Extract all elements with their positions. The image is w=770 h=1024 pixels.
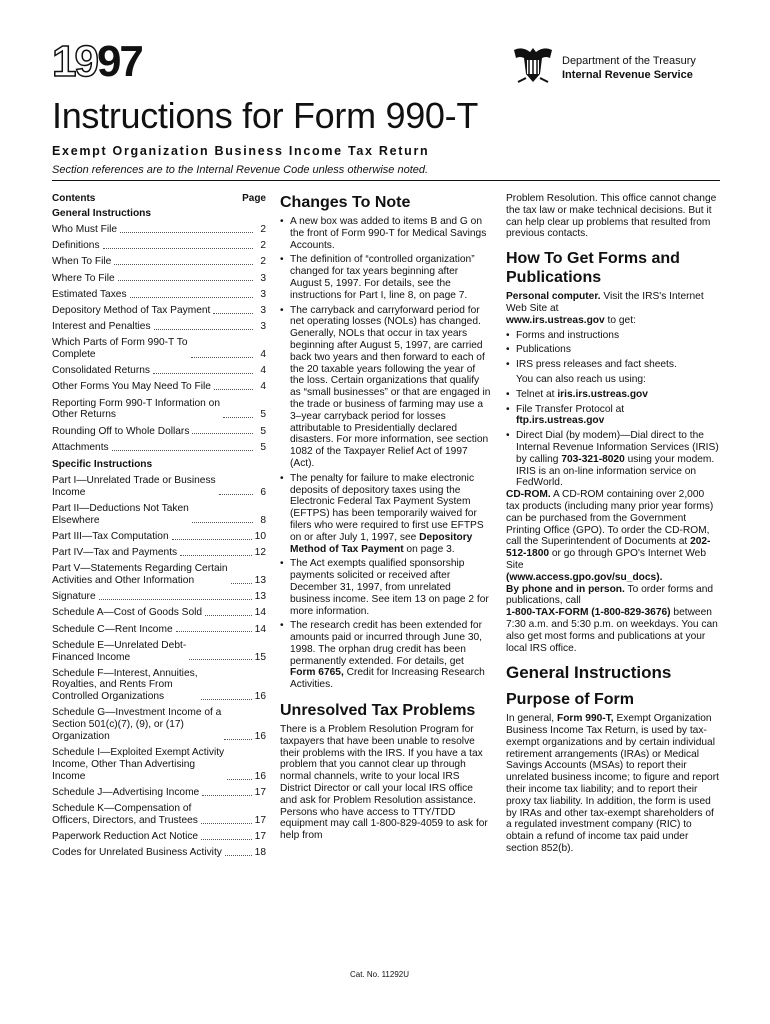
toc-entry-page: 13 xyxy=(254,591,266,603)
toc-entry-page: 5 xyxy=(260,441,266,453)
column-changes xyxy=(280,193,492,842)
list-item: • Publications xyxy=(506,344,720,356)
list-item: • The definition of “controlled organization” changed for tax years beginning after August 5, 1997. For details, see the instructions for Part I, line 8, on page 7. xyxy=(280,254,492,301)
toc-entry xyxy=(52,624,266,636)
toc-leader-dots xyxy=(219,493,253,495)
forms-heading: How To Get Forms and Publications xyxy=(506,250,680,287)
toc-entry-label: Codes for Unrelated Business Activity xyxy=(52,847,222,859)
toc-entry-label: Paperwork Reduction Act Notice xyxy=(52,831,199,843)
list-item: • The research credit has been extended for amounts paid or incurred through June 30, 1998. The orphan drug credit has been permanently extended. For details, get Form 6765, Credit for Increasing Research Activities. xyxy=(280,620,492,691)
toc-leader-dots xyxy=(103,247,253,249)
toc-entry-page: 16 xyxy=(254,770,266,782)
toc-section-general: General Instructions xyxy=(52,207,152,219)
toc-leader-dots xyxy=(153,372,253,374)
toc-entry xyxy=(52,591,266,603)
header-divider xyxy=(52,180,720,181)
list-item: • IRS press releases and fact sheets. xyxy=(506,359,720,371)
table-of-contents xyxy=(52,193,266,859)
general-instructions-heading: General Instructions xyxy=(506,663,672,683)
irs-eagle-logo xyxy=(510,44,556,91)
toc-leader-dots xyxy=(224,738,251,740)
toc-entry-page: 14 xyxy=(254,607,266,619)
toc-entry-label: Schedule E—Unrelated Debt- Financed Income xyxy=(52,639,187,663)
toc-entry xyxy=(52,607,266,619)
changes-heading: Changes To Note xyxy=(280,194,411,211)
toc-entry-label: Schedule J—Advertising Income xyxy=(52,787,200,799)
toc-entry-page: 3 xyxy=(260,288,266,300)
toc-entry-page: 2 xyxy=(260,240,266,252)
toc-entry xyxy=(52,475,266,499)
toc-entry xyxy=(52,289,266,301)
toc-entry-page: 8 xyxy=(260,514,266,526)
toc-section-specific: Specific Instructions xyxy=(52,458,153,470)
toc-leader-dots xyxy=(213,312,253,314)
toc-entry-page: 2 xyxy=(260,256,266,268)
toc-entry-page: 4 xyxy=(260,381,266,393)
toc-entry-label: Which Parts of Form 990-T To Complete xyxy=(52,337,188,361)
toc-entry-label: Who Must File xyxy=(52,223,118,235)
toc-entry xyxy=(52,381,266,393)
toc-entry-label: Schedule K—Compensation of Officers, Directors, and Trustees xyxy=(52,803,198,827)
toc-entry-page: 17 xyxy=(254,787,266,799)
toc-entry-page: 6 xyxy=(260,486,266,498)
toc-entry-page: 16 xyxy=(254,691,266,703)
toc-entry-label: Part IV—Tax and Payments xyxy=(52,546,178,558)
toc-leader-dots xyxy=(99,598,252,600)
agency-name: Department of the Treasury Internal Revenue Service xyxy=(562,55,696,81)
toc-entry xyxy=(52,503,266,527)
toc-entry xyxy=(52,640,266,664)
toc-entry-label: Part III—Tax Computation xyxy=(52,530,169,542)
toc-entry xyxy=(52,365,266,377)
toc-entry-label: Other Forms You May Need To File xyxy=(52,381,211,393)
toc-entry-label: Schedule C—Rent Income xyxy=(52,623,173,635)
phone-para: By phone and in person. To order forms and publications, call 1-800-TAX-FORM (1-800-829-3676) between 7:30 a.m. and 5:30 p.m. on weekdays. You can also get most forms and publications at your local IRS office. xyxy=(506,583,718,654)
toc-leader-dots xyxy=(225,854,252,856)
toc-leader-dots xyxy=(118,279,253,281)
toc-leader-dots xyxy=(154,328,253,330)
toc-entry-page: 3 xyxy=(260,304,266,316)
toc-entry-page: 18 xyxy=(254,847,266,859)
toc-entry-label: Interest and Penalties xyxy=(52,321,151,333)
toc-leader-dots xyxy=(192,521,253,523)
toc-leader-dots xyxy=(202,794,251,796)
toc-entry-label: Schedule F—Interest, Annuities, Royalties, and Rents From Controlled Organizations xyxy=(52,667,198,703)
section-reference-note: Section references are to the Internal Revenue Code unless otherwise noted. xyxy=(52,164,429,176)
toc-leader-dots xyxy=(201,698,252,700)
toc-entry-page: 13 xyxy=(254,574,266,586)
toc-entry xyxy=(52,321,266,333)
toc-entry xyxy=(52,803,266,827)
personal-computer-para: Personal computer. Visit the IRS's Internet Web Site at www.irs.ustreas.gov to get: xyxy=(506,291,704,326)
toc-entry xyxy=(52,224,266,236)
toc-entry xyxy=(52,531,266,543)
toc-entry xyxy=(52,847,266,859)
toc-entry-page: 10 xyxy=(254,530,266,542)
toc-entry-page: 2 xyxy=(260,223,266,235)
toc-leader-dots xyxy=(205,614,252,616)
page-heading: Page xyxy=(242,193,266,204)
page-title: Instructions for Form 990-T xyxy=(52,95,479,136)
toc-entry xyxy=(52,337,266,361)
toc-leader-dots xyxy=(191,356,254,358)
toc-entry-page: 5 xyxy=(260,409,266,421)
toc-entry-label: Signature xyxy=(52,591,96,603)
toc-entry-label: Rounding Off to Whole Dollars xyxy=(52,425,190,437)
toc-entry-page: 14 xyxy=(254,623,266,635)
toc-entry-page: 5 xyxy=(260,425,266,437)
cdrom-para: CD-ROM. A CD-ROM containing over 2,000 tax products (including many prior year forms) can be purchased from the Government Printing Office (GPO). To order the CD-ROM, call the Superintendent of Documents at 202-512-1800 or go through GPO's Internet Web Site (www.access.gpo.gov/su_docs). xyxy=(506,489,714,583)
toc-entry xyxy=(52,240,266,252)
toc-entry-label: Schedule G—Investment Income of a Section 501(c)(7), (9), or (17) Organization xyxy=(52,707,222,743)
toc-entry-page: 17 xyxy=(254,831,266,843)
toc-entry xyxy=(52,668,266,703)
column-forms xyxy=(506,193,720,855)
toc-entry-label: Schedule I—Exploited Exempt Activity Income, Other Than Advertising Income xyxy=(52,747,225,782)
toc-entry xyxy=(52,747,266,782)
form-subtitle: Exempt Organization Business Income Tax Return xyxy=(52,144,430,158)
toc-entry xyxy=(52,563,266,587)
toc-leader-dots xyxy=(223,416,253,418)
toc-entry-label: Estimated Taxes xyxy=(52,288,127,300)
toc-leader-dots xyxy=(201,822,252,824)
list-item: • Telnet at iris.irs.ustreas.gov xyxy=(506,389,720,401)
toc-leader-dots xyxy=(172,538,252,540)
toc-leader-dots xyxy=(214,388,253,390)
toc-entry xyxy=(52,442,266,454)
list-item: • Forms and instructions xyxy=(506,330,720,342)
list-item: • Direct Dial (by modem)—Dial direct to the Internal Revenue Information Services (IRIS) by calling 703-321-8020 using your modem. IRIS is an on-line information service on FedWorld. xyxy=(506,430,720,489)
toc-leader-dots xyxy=(192,432,253,434)
purpose-heading: Purpose of Form xyxy=(506,691,635,709)
reach-us-text: You can also reach us using: xyxy=(516,373,646,385)
toc-entry-label: Depository Method of Tax Payment xyxy=(52,304,211,316)
toc-entry-label: Reporting Form 990-T Information on Other Returns xyxy=(52,397,220,421)
toc-entry-label: Definitions xyxy=(52,240,100,252)
list-item: • The carryback and carryforward period for net operating losses (NOLs) has changed. Generally, NOLs that occur in tax years beginning after August 5, 1997, are carried back two years and then forward to each of the 20 taxable years following the year of the loss. Certain organizations that qualify as “small businesses” or that are engaged in the trade or business of farming may use a 3–year carryback period for losses attributable to Presidentially declared disasters. For more information, see section 1082 of the Taxpayer Relief Act of 1997 (Act). xyxy=(280,305,492,470)
toc-entry-page: 3 xyxy=(260,272,266,284)
unresolved-text: There is a Problem Resolution Program for taxpayers that have been unable to resolve their problems with the IRS. If you have a tax problem that you cannot clear up through normal channels, write to your local IRS District Director or call your local IRS office and ask for Problem Resolution assistance. Persons who have access to TTY/TDD equipment may call 1-800-829-4059 to ask for help from xyxy=(280,724,488,842)
toc-entry xyxy=(52,305,266,317)
toc-entry xyxy=(52,547,266,559)
toc-entry-label: Schedule A—Cost of Goods Sold xyxy=(52,607,203,619)
toc-entry-label: Consolidated Returns xyxy=(52,365,150,377)
list-item: • The Act exempts qualified sponsorship payments solicited or received after December 31, 1997, from unrelated business income. See item 13 on page 2 for more information. xyxy=(280,558,492,617)
toc-entry xyxy=(52,707,266,742)
toc-entry-label: Part I—Unrelated Trade or Business Income xyxy=(52,474,216,498)
toc-entry-label: Part II—Deductions Not Taken Elsewhere xyxy=(52,502,189,526)
toc-entry xyxy=(52,273,266,285)
list-item: • The penalty for failure to make electronic deposits of depository taxes using the Electronic Federal Tax Payment System (EFTPS) has been temporarily waived for filers who were required to first use EFTPS on or after July 1, 1997, see Depository Method of Tax Payment on page 3. xyxy=(280,473,492,556)
toc-leader-dots xyxy=(189,658,251,660)
toc-leader-dots xyxy=(227,778,252,780)
form-year: 1997 xyxy=(52,37,142,86)
toc-entry xyxy=(52,787,266,799)
toc-entry-label: Part V—Statements Regarding Certain Activities and Other Information xyxy=(52,563,228,586)
toc-leader-dots xyxy=(176,630,252,632)
toc-leader-dots xyxy=(112,449,253,451)
toc-leader-dots xyxy=(180,554,252,556)
list-item: • A new box was added to items B and G on the front of Form 990-T for Medical Savings Accounts. xyxy=(280,216,492,251)
toc-entry-label: When To File xyxy=(52,256,112,268)
toc-entry-page: 3 xyxy=(260,321,266,333)
toc-leader-dots xyxy=(201,838,252,840)
unresolved-text-continued: Problem Resolution. This office cannot change the tax law or make technical decisions. But it can help clear up problems that resulted from previous contacts. xyxy=(506,193,717,240)
toc-leader-dots xyxy=(114,263,253,265)
toc-entry-page: 17 xyxy=(254,815,266,827)
toc-entry-page: 15 xyxy=(254,651,266,663)
toc-leader-dots xyxy=(231,582,252,584)
toc-entry-page: 12 xyxy=(254,546,266,558)
toc-entry-label: Where To File xyxy=(52,272,115,284)
purpose-text: In general, Form 990-T, Exempt Organization Business Income Tax Return, is used by tax-exempt organizations and by certain individual retirement arrangements (IRAs) or Medical Savings Accounts (MSAs) to report their unrelated business income; to figure and report their income tax liability; and to report their proxy tax liability. In addition, the form is used by IRAs and other tax-exempt shareholders of a regulated investment company (RIC) to obtain a refund of income tax paid under section 852(b). xyxy=(506,713,719,855)
toc-entry-page: 16 xyxy=(254,731,266,743)
contents-heading: Contents xyxy=(52,193,96,204)
toc-entry xyxy=(52,426,266,438)
toc-entry xyxy=(52,831,266,843)
toc-entry-page: 4 xyxy=(260,365,266,377)
toc-leader-dots xyxy=(120,231,253,233)
toc-entry-page: 4 xyxy=(260,349,266,361)
toc-leader-dots xyxy=(130,296,253,298)
list-item: • File Transfer Protocol at ftp.irs.ustreas.gov xyxy=(506,404,720,428)
unresolved-heading: Unresolved Tax Problems xyxy=(280,702,476,720)
toc-entry xyxy=(52,398,266,422)
toc-entry-label: Attachments xyxy=(52,441,109,453)
catalog-number: Cat. No. 11292U xyxy=(350,970,409,979)
eagle-icon xyxy=(510,44,556,86)
toc-entry xyxy=(52,256,266,268)
